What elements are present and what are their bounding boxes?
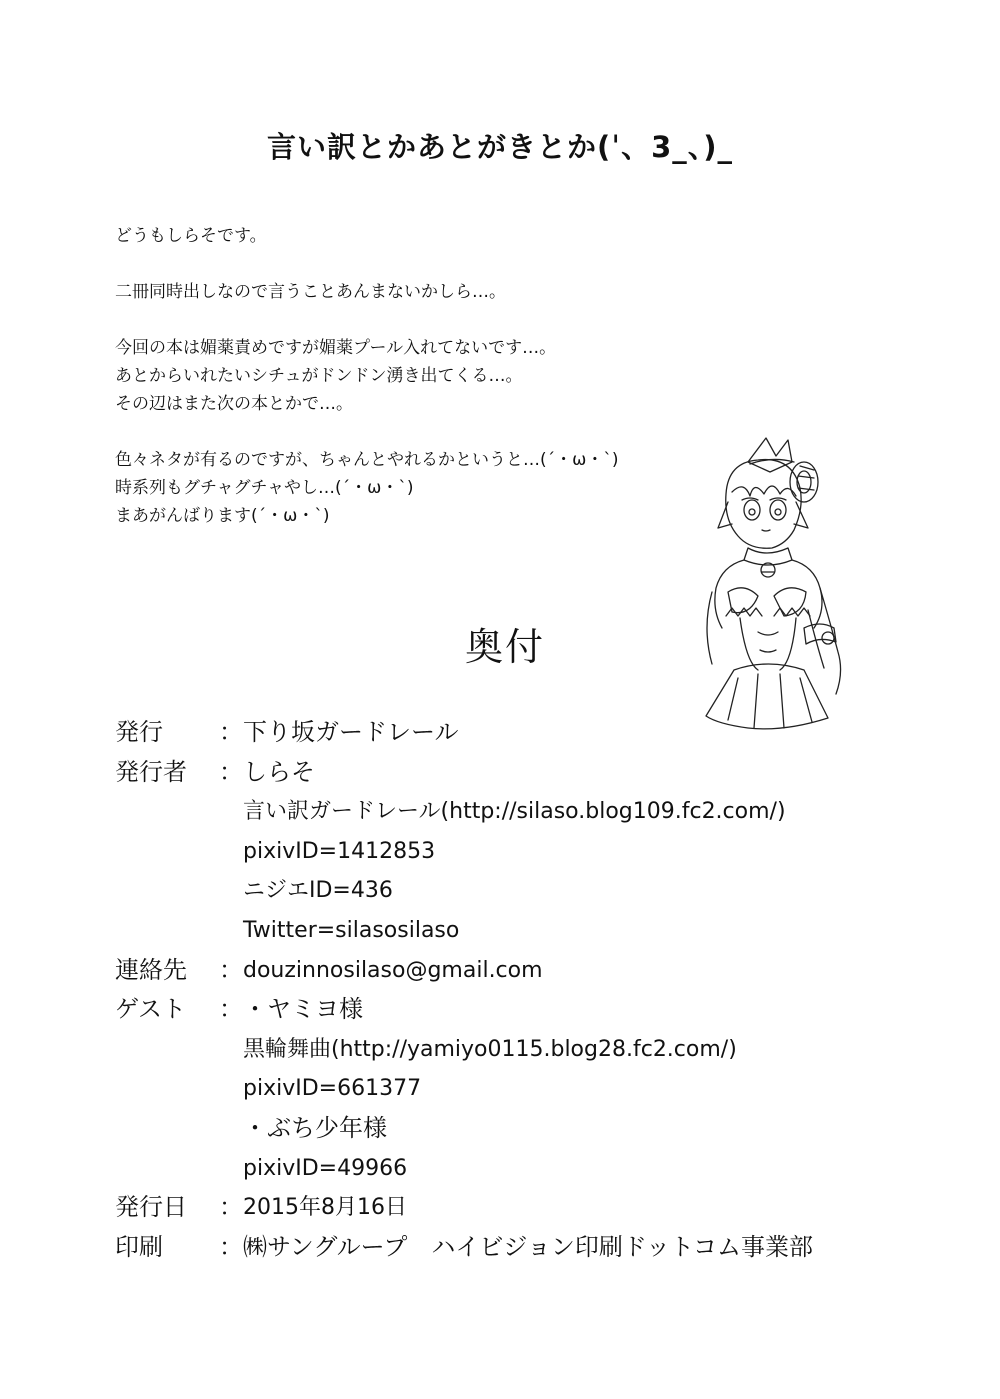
- colophon-row-guest2-pixiv: [115, 1149, 915, 1189]
- colophon-row-guest: [115, 990, 915, 1030]
- colophon-row-author: [115, 753, 915, 793]
- guest1-blog: 黒輪舞曲(http://yamiyo0115.blog28.fc2.com/): [243, 1036, 737, 1062]
- colophon-row-guest2: [115, 1109, 915, 1149]
- afterword-line: 時系列もグチャグチャやし…(´・ω・`): [115, 478, 414, 498]
- colon: ：: [219, 1232, 243, 1261]
- guest-label: ゲスト: [115, 995, 187, 1024]
- colophon-row-printer: [115, 1228, 915, 1268]
- colon: ：: [219, 1193, 243, 1222]
- author-blog: 言い訳ガードレール(http://silaso.blog109.fc2.com/): [243, 799, 786, 825]
- colophon-row-guest1-pixiv: [115, 1069, 915, 1109]
- colophon-row-author-nijie: [115, 871, 915, 911]
- character-illustration: [688, 432, 868, 732]
- afterword-line: あとからいれたいシチュがドンドン湧き出てくる…。: [115, 366, 523, 386]
- colon: ：: [219, 718, 243, 746]
- publisher-label: 発行: [115, 718, 163, 746]
- author-label: 発行者: [115, 757, 187, 786]
- date-label: 発行日: [115, 1193, 187, 1222]
- contact-value: douzinnosilaso@gmail.com: [243, 957, 543, 983]
- contact-label: 連絡先: [115, 955, 187, 984]
- publisher-value: 下り坂ガードレール: [243, 718, 459, 746]
- author-pixiv: pixivID=1412853: [243, 838, 436, 864]
- colophon: [115, 713, 915, 1267]
- colophon-row-author-twitter: [115, 911, 915, 951]
- author-twitter: Twitter=silasosilaso: [243, 917, 460, 943]
- guest2-pixiv: pixivID=49966: [243, 1155, 408, 1181]
- page-title: 言い訳とかあとがきとか(ˈ、3_、)_: [266, 130, 734, 164]
- printer-label: 印刷: [115, 1232, 163, 1261]
- printer-value: ㈱サングループ ハイビジョン印刷ドットコム事業部: [243, 1232, 813, 1261]
- colophon-row-author-blog: [115, 792, 915, 832]
- colophon-row-guest1-blog: [115, 1030, 915, 1070]
- guest1-name: ・ヤミヨ様: [243, 995, 363, 1024]
- date-value: 2015年8月16日: [243, 1195, 407, 1221]
- colon: ：: [219, 955, 243, 984]
- afterword-line: どうもしらそです。: [115, 226, 267, 246]
- afterword-line: 今回の本は媚薬責めですが媚薬プール入れてないです…。: [115, 338, 557, 358]
- colophon-row-publisher: [115, 713, 915, 753]
- guest1-pixiv: pixivID=661377: [243, 1076, 422, 1102]
- afterword-line: まあがんばります(´・ω・`): [115, 506, 330, 526]
- colon: ：: [219, 995, 243, 1024]
- colophon-row-date: [115, 1188, 915, 1228]
- afterword-line: 二冊同時出しなので言うことあんまないかしら…。: [115, 282, 506, 302]
- author-nijie: ニジエID=436: [243, 878, 393, 904]
- guest2-name: ・ぶち少年様: [243, 1113, 387, 1142]
- afterword-line: 色々ネタが有るのですが、ちゃんとやれるかというと…(´・ω・`): [115, 450, 619, 470]
- author-value: しらそ: [243, 757, 315, 786]
- colophon-row-contact: [115, 951, 915, 991]
- afterword-text: [115, 222, 755, 530]
- colophon-title: 奥付: [464, 625, 545, 669]
- colon: ：: [219, 757, 243, 786]
- colophon-row-author-pixiv: [115, 832, 915, 872]
- afterword-line: その辺はまた次の本とかで…。: [115, 394, 353, 414]
